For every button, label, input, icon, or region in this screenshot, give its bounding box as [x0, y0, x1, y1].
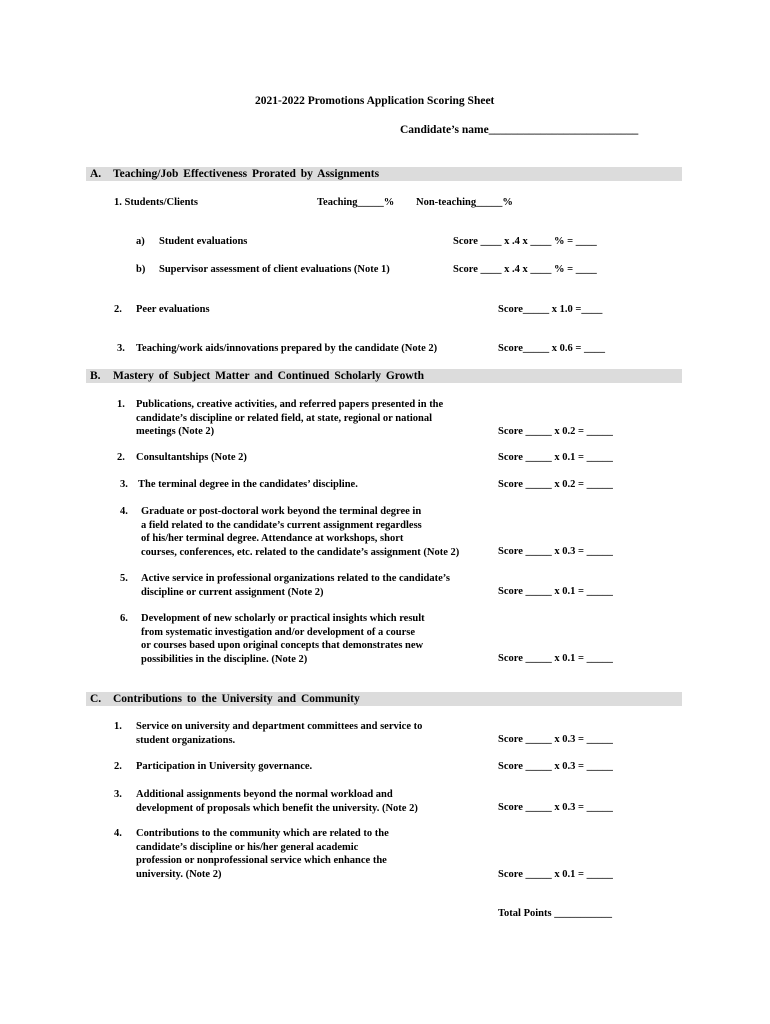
- item-text: Supervisor assessment of client evaluations (Note 1): [159, 264, 390, 275]
- item-number: 2.: [114, 761, 122, 772]
- score-field[interactable]: Score _____ x 0.1 = _____: [498, 869, 613, 880]
- item-text: Participation in University governance.: [136, 761, 313, 772]
- section-a-title: Teaching/Job Effectiveness Prorated by Assignments: [113, 168, 380, 180]
- item-number: 3.: [114, 789, 122, 800]
- section-a-letter: A.: [90, 168, 102, 180]
- score-field[interactable]: Score _____ x 0.3 = _____: [498, 546, 613, 557]
- score-field[interactable]: Score _____ x 0.3 = _____: [498, 761, 613, 772]
- score-field[interactable]: Score ____ x .4 x ____ % = ____: [453, 264, 597, 275]
- item-text: Student evaluations: [159, 236, 248, 247]
- students-clients-label: 1. Students/Clients: [114, 197, 199, 208]
- section-b-title: Mastery of Subject Matter and Continued Scholarly Growth: [113, 370, 424, 382]
- nonteaching-percent-field[interactable]: Non-teaching_____%: [416, 197, 513, 208]
- item-text: Active service in professional organizations related to the candidate’s discipline or current assignment (Note 2): [141, 573, 450, 598]
- total-points-field[interactable]: Total Points ___________: [498, 908, 612, 919]
- section-a-header: [86, 167, 682, 181]
- score-field[interactable]: Score_____ x 0.6 = ____: [498, 343, 605, 354]
- score-field[interactable]: Score _____ x 0.3 = _____: [498, 734, 613, 745]
- item-text: Teaching/work aids/innovations prepared by the candidate (Note 2): [136, 343, 438, 354]
- item-number: 2.: [114, 304, 122, 315]
- item-number: b): [136, 264, 146, 275]
- score-field[interactable]: Score ____ x .4 x ____ % = ____: [453, 236, 597, 247]
- score-field[interactable]: Score _____ x 0.1 = _____: [498, 653, 613, 664]
- item-number: 6.: [120, 613, 128, 624]
- item-text: Publications, creative activities, and referred papers presented in the candidate’s discipline or related field, at state, regional or national meetings (Note 2): [136, 399, 444, 437]
- score-field[interactable]: Score _____ x 0.2 = _____: [498, 479, 613, 490]
- item-number: 1.: [114, 721, 122, 732]
- item-text: Contributions to the community which are related to the candidate’s discipline or his/her general academic profession or nonprofessional service which enhance the university. (Note 2): [136, 828, 389, 880]
- score-field[interactable]: Score _____ x 0.1 = _____: [498, 452, 613, 463]
- item-number: a): [136, 236, 145, 247]
- item-text: The terminal degree in the candidates’ discipline.: [138, 479, 358, 490]
- item-number: 2.: [117, 452, 125, 463]
- item-number: 3.: [117, 343, 125, 354]
- item-number: 4.: [120, 506, 128, 517]
- teaching-percent-field[interactable]: Teaching_____%: [317, 197, 395, 208]
- score-field[interactable]: Score_____ x 1.0 =____: [498, 304, 603, 315]
- section-b-header: [86, 369, 682, 383]
- item-text: Development of new scholarly or practical insights which result from systematic investigation and/or development of a course or courses based upon original concepts that demonstrates new possibilities in the discipline. (Note 2): [141, 613, 425, 665]
- page-title: 2021-2022 Promotions Application Scoring Sheet: [255, 95, 495, 107]
- item-number: 4.: [114, 828, 122, 839]
- score-field[interactable]: Score _____ x 0.3 = _____: [498, 802, 613, 813]
- section-b-letter: B.: [90, 370, 101, 382]
- item-text: Service on university and department committees and service to student organizations.: [136, 721, 423, 746]
- item-number: 1.: [117, 399, 125, 410]
- item-text: Peer evaluations: [136, 304, 210, 315]
- score-field[interactable]: Score _____ x 0.2 = _____: [498, 426, 613, 437]
- item-number: 3.: [120, 479, 128, 490]
- section-c-title: Contributions to the University and Community: [113, 693, 360, 705]
- item-text: Additional assignments beyond the normal workload and development of proposals which benefit the university. (Note 2): [136, 789, 418, 814]
- section-c-letter: C.: [90, 693, 102, 705]
- score-field[interactable]: Score _____ x 0.1 = _____: [498, 586, 613, 597]
- item-number: 5.: [120, 573, 128, 584]
- section-c-header: [86, 692, 682, 706]
- item-text: Consultantships (Note 2): [136, 452, 247, 463]
- candidate-name-field[interactable]: Candidate’s name__________________________: [400, 124, 639, 136]
- item-text: Graduate or post-doctoral work beyond the terminal degree in a field related to the candidate’s current assignment regardless of his/her terminal degree. Attendance at workshops, short courses, conferences, etc. related to the candidate’s assignment (Note 2): [141, 506, 460, 558]
